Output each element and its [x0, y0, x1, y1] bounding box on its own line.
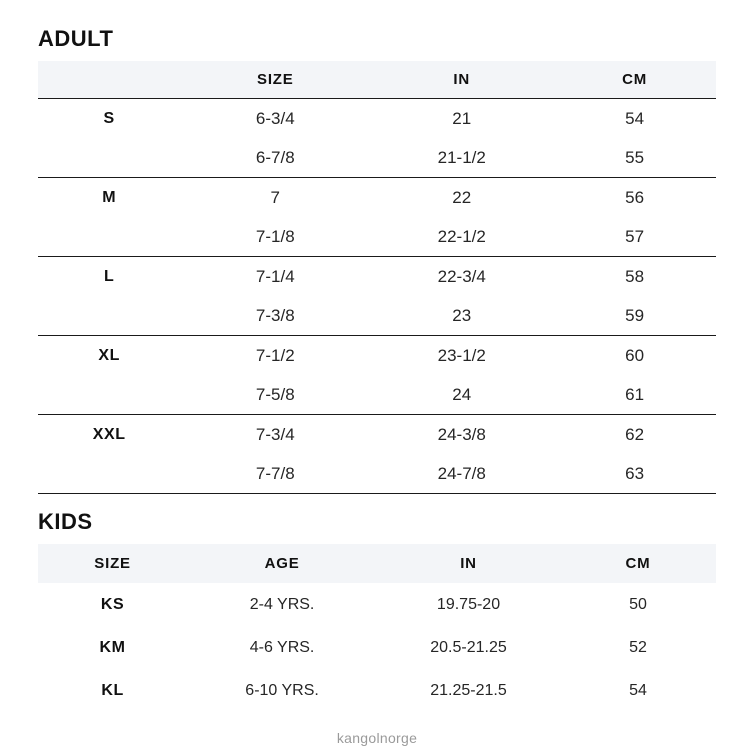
adult-row-label: L — [38, 257, 180, 297]
kids-col-header-in: IN — [377, 544, 560, 583]
adult-table-body — [38, 99, 716, 494]
adult-col-header-size: SIZE — [180, 61, 370, 99]
table-row — [38, 415, 716, 455]
table-row — [38, 336, 716, 376]
kids-col-header-age: AGE — [187, 544, 377, 583]
adult-row-in: 21-1/2 — [437, 147, 486, 167]
adult-row-in: 24-7/8 — [370, 454, 553, 494]
adult-row-label: S — [38, 99, 180, 139]
table-row — [38, 217, 716, 257]
adult-row-label — [38, 138, 180, 178]
adult-row-cm: 56 — [553, 178, 716, 218]
table-row — [38, 178, 716, 218]
adult-row-size: 7-5/8 — [255, 384, 295, 404]
table-row — [38, 375, 716, 415]
table-row — [38, 454, 716, 494]
adult-row-cm: 59 — [625, 305, 645, 325]
adult-header-row — [38, 61, 716, 99]
table-row — [38, 296, 716, 336]
adult-row-size: 7-3/8 — [255, 305, 295, 325]
kids-table-body — [38, 583, 716, 712]
adult-row-in: 23 — [452, 305, 472, 325]
adult-table-header — [38, 61, 716, 99]
adult-row-in: 24-3/8 — [370, 415, 553, 455]
adult-row-label: XL — [38, 336, 180, 376]
adult-size-table — [38, 61, 716, 494]
adult-row-cm: 57 — [625, 226, 645, 246]
kids-row-cm: 54 — [629, 681, 647, 699]
adult-row-in: 21 — [370, 99, 553, 139]
adult-row-cm: 62 — [553, 415, 716, 455]
adult-row-size: 7-3/4 — [180, 415, 370, 455]
adult-row-size: 7 — [180, 178, 370, 218]
adult-row-in: 22-1/2 — [437, 226, 486, 246]
kids-row-cm: 52 — [629, 638, 647, 656]
adult-row-size: 7-1/2 — [180, 336, 370, 376]
kids-row-cm: 50 — [629, 595, 647, 613]
table-row — [38, 257, 716, 297]
adult-row-label: XXL — [38, 415, 180, 455]
kids-col-header-size: SIZE — [38, 544, 187, 583]
adult-row-cm: 61 — [625, 384, 645, 404]
kids-row-label: KL — [101, 681, 124, 699]
kids-row-age: 6-10 YRS. — [245, 681, 319, 699]
adult-row-label — [38, 375, 180, 415]
kids-row-age: 2-4 YRS. — [249, 595, 315, 613]
adult-row-cm: 58 — [553, 257, 716, 297]
kids-section-title: KIDS — [38, 509, 93, 534]
kids-header-row — [38, 544, 716, 583]
adult-row-label — [38, 217, 180, 257]
kids-row-in: 21.25-21.5 — [430, 681, 507, 699]
footer-brand: kangolnorge — [336, 730, 418, 746]
adult-row-size: 6-3/4 — [180, 99, 370, 139]
adult-row-in: 24 — [452, 384, 472, 404]
kids-size-table — [38, 544, 716, 712]
kids-row-in: 19.75-20 — [436, 595, 501, 613]
adult-row-in: 23-1/2 — [370, 336, 553, 376]
adult-row-size: 7-7/8 — [180, 454, 370, 494]
adult-row-label — [38, 296, 180, 336]
kids-col-header-cm: CM — [560, 544, 716, 583]
table-row — [38, 626, 716, 669]
kids-row-in: 20.5-21.25 — [430, 638, 507, 656]
kids-table-header — [38, 544, 716, 583]
adult-row-cm: 63 — [553, 454, 716, 494]
kids-row-age: 4-6 YRS. — [249, 638, 315, 656]
adult-col-header-cm: CM — [553, 61, 716, 99]
kids-row-label: KM — [99, 638, 126, 656]
table-row — [38, 138, 716, 178]
adult-row-label — [38, 454, 180, 494]
adult-row-label: M — [38, 178, 180, 218]
adult-section-title: ADULT — [38, 26, 114, 51]
adult-row-cm: 55 — [625, 147, 645, 167]
table-row — [38, 583, 716, 626]
adult-row-cm: 60 — [553, 336, 716, 376]
adult-row-size: 7-1/4 — [180, 257, 370, 297]
kids-row-label: KS — [100, 595, 125, 613]
adult-row-in: 22-3/4 — [370, 257, 553, 297]
adult-row-size: 6-7/8 — [255, 147, 295, 167]
table-row — [38, 99, 716, 139]
adult-col-header-in: IN — [370, 61, 553, 99]
adult-row-size: 7-1/8 — [255, 226, 295, 246]
table-row — [38, 669, 716, 712]
adult-row-cm: 54 — [553, 99, 716, 139]
adult-col-header-blank — [38, 61, 180, 99]
adult-row-in: 22 — [370, 178, 553, 218]
